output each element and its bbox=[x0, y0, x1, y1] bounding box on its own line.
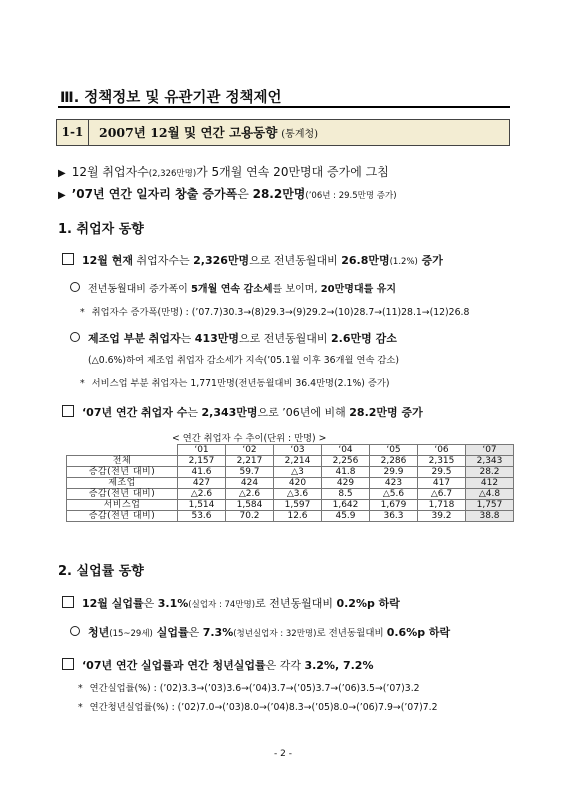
row-label: 증감(전년 대비) bbox=[67, 511, 178, 522]
asterisk-icon: * bbox=[78, 683, 83, 694]
s1-note-2: * 서비스업 부분 취업자는 1,771만명(전년동월대비 36.4만명(2.1%) 증가) bbox=[80, 378, 390, 389]
employment-table bbox=[66, 444, 514, 522]
asterisk-icon: * bbox=[80, 378, 85, 389]
table-cell: △6.7 bbox=[418, 489, 466, 500]
s2-note-1: * 연간실업률(%) : (’02)3.3→(’03)3.6→(’04)3.7→(’05)3.7→(’06)3.5→(’07)3.2 bbox=[78, 683, 420, 694]
table-cell: 59.7 bbox=[226, 467, 274, 478]
year-header: ‘04 bbox=[322, 445, 370, 456]
checkbox-bullet-icon bbox=[62, 253, 74, 265]
section-title-text: 2007년 12월 및 연간 고용동향 bbox=[99, 125, 278, 140]
table-cell: 429 bbox=[322, 478, 370, 489]
s2-note-2: * 연간청년실업률(%) : (’02)7.0→(’03)8.0→(’04)8.3→(’05)8.0→(’06)7.9→(’07)7.2 bbox=[78, 702, 438, 713]
table-row bbox=[67, 489, 514, 500]
table-cell: 424 bbox=[226, 478, 274, 489]
year-header: ‘07 bbox=[466, 445, 514, 456]
year-header: ‘01 bbox=[178, 445, 226, 456]
year-header: ‘02 bbox=[226, 445, 274, 456]
table-row bbox=[67, 456, 514, 467]
checkbox-bullet-icon bbox=[62, 658, 74, 670]
table-cell: 29.9 bbox=[370, 467, 418, 478]
table-cell: 41.8 bbox=[322, 467, 370, 478]
section-box bbox=[56, 119, 510, 146]
asterisk-icon: * bbox=[80, 307, 85, 318]
table-row bbox=[67, 478, 514, 489]
table-cell: 2,343 bbox=[466, 456, 514, 467]
table-cell: 2,315 bbox=[418, 456, 466, 467]
table-cell: △2.6 bbox=[178, 489, 226, 500]
year-header: ‘05 bbox=[370, 445, 418, 456]
table-cell: 1,514 bbox=[178, 500, 226, 511]
table-row bbox=[67, 511, 514, 522]
triangle-bullet-icon: ▶ bbox=[58, 190, 66, 201]
table-cell: △2.6 bbox=[226, 489, 274, 500]
year-header: ‘06 bbox=[418, 445, 466, 456]
table-row bbox=[67, 500, 514, 511]
table-cell: △3.6 bbox=[274, 489, 322, 500]
s1-paragraph-1: 12월 현재 취업자수는 2,326만명으로 전년동월대비 26.8만명(1.2%) 증가 bbox=[62, 252, 443, 268]
summary-bullet-1: ▶ 12월 취업자수(2,326만명)가 5개월 연속 20만명대 증가에 그침 bbox=[58, 165, 389, 179]
table-cell: 412 bbox=[466, 478, 514, 489]
table-cell: △5.6 bbox=[370, 489, 418, 500]
table-cell: 2,214 bbox=[274, 456, 322, 467]
row-label: 전체 bbox=[67, 456, 178, 467]
table-cell: 2,217 bbox=[226, 456, 274, 467]
section-number: 1-1 bbox=[57, 120, 89, 145]
table-cell: 29.5 bbox=[418, 467, 466, 478]
table-cell: 1,679 bbox=[370, 500, 418, 511]
s1-circle-item-2: 제조업 부분 취업자는 413만명으로 전년동월대비 2.6만명 감소 bbox=[70, 330, 397, 346]
checkbox-bullet-icon bbox=[62, 405, 74, 417]
chapter-title: Ⅲ. 정책정보 및 유관기관 정책제언 bbox=[60, 90, 282, 106]
table-cell: 38.8 bbox=[466, 511, 514, 522]
section-1-heading: 1. 취업자 동향 bbox=[58, 222, 144, 237]
chapter-rule bbox=[58, 106, 510, 108]
table-cell: 28.2 bbox=[466, 467, 514, 478]
table-cell: 2,286 bbox=[370, 456, 418, 467]
table-cell: △4.8 bbox=[466, 489, 514, 500]
table-cell: 417 bbox=[418, 478, 466, 489]
table-cell: 1,757 bbox=[466, 500, 514, 511]
table-cell: 70.2 bbox=[226, 511, 274, 522]
table-cell: 427 bbox=[178, 478, 226, 489]
table-cell: 45.9 bbox=[322, 511, 370, 522]
table-cell: 12.6 bbox=[274, 511, 322, 522]
table-cell: 1,584 bbox=[226, 500, 274, 511]
s1-paragraph-2: ‘07년 연간 취업자 수는 2,343만명으로 ’06년에 비해 28.2만명 증가 bbox=[62, 404, 423, 420]
s1-circle-item-2-continued: (△0.6%)하여 제조업 취업자 감소세가 지속(’05.1월 이후 36개월 연속 감소) bbox=[88, 355, 399, 366]
checkbox-bullet-icon bbox=[62, 596, 74, 608]
summary-bullet-2: ▶ ’07년 연간 일자리 창출 증가폭은 28.2만명(’06년 : 29.5만명 증가) bbox=[58, 187, 397, 201]
table-cell: 53.6 bbox=[178, 511, 226, 522]
table-cell: 2,157 bbox=[178, 456, 226, 467]
table-cell: 36.3 bbox=[370, 511, 418, 522]
table-cell: 1,642 bbox=[322, 500, 370, 511]
page-number: - 2 - bbox=[274, 749, 292, 759]
table-cell: 41.6 bbox=[178, 467, 226, 478]
table-cell: 423 bbox=[370, 478, 418, 489]
section-title bbox=[99, 120, 318, 147]
row-label: 서비스업 bbox=[67, 500, 178, 511]
table-header-row bbox=[67, 445, 514, 456]
table-cell: 2,256 bbox=[322, 456, 370, 467]
table-cell: 1,718 bbox=[418, 500, 466, 511]
s2-paragraph-2: ‘07년 연간 실업률과 연간 청년실업률은 각각 3.2%, 7.2% bbox=[62, 657, 373, 673]
year-header: ‘03 bbox=[274, 445, 322, 456]
section-source: (통계청) bbox=[281, 129, 319, 140]
table-cell: △3 bbox=[274, 467, 322, 478]
circle-bullet-icon bbox=[70, 626, 80, 636]
row-label: 증감(전년 대비) bbox=[67, 467, 178, 478]
row-label: 제조업 bbox=[67, 478, 178, 489]
s1-note-1: * 취업자수 증가폭(만명) : (’07.7)30.3→(8)29.3→(9)29.2→(10)28.7→(11)28.1→(12)26.8 bbox=[80, 307, 470, 318]
table-cell: 420 bbox=[274, 478, 322, 489]
section-2-heading: 2. 실업률 동향 bbox=[58, 564, 144, 579]
table-corner-cell bbox=[67, 445, 178, 456]
circle-bullet-icon bbox=[70, 282, 80, 292]
table-cell: 8.5 bbox=[322, 489, 370, 500]
s2-circle-item-1: 청년(15~29세) 실업률은 7.3%(청년실업자 : 32만명)로 전년동월대비 0.6%p 하락 bbox=[70, 624, 450, 640]
table-cell: 1,597 bbox=[274, 500, 322, 511]
triangle-bullet-icon: ▶ bbox=[58, 168, 66, 179]
circle-bullet-icon bbox=[70, 332, 80, 342]
s2-paragraph-1: 12월 실업률은 3.1%(실업자 : 74만명)로 전년동월대비 0.2%p 하락 bbox=[62, 595, 400, 611]
table-row bbox=[67, 467, 514, 478]
row-label: 증감(전년 대비) bbox=[67, 489, 178, 500]
table-cell: 39.2 bbox=[418, 511, 466, 522]
s1-circle-item-1: 전년동월대비 증가폭이 5개월 연속 감소세를 보이며, 20만명대를 유지 bbox=[70, 280, 396, 295]
asterisk-icon: * bbox=[78, 702, 83, 713]
table-caption: < 연간 취업자 수 추이(단위 : 만명) > bbox=[172, 433, 327, 444]
